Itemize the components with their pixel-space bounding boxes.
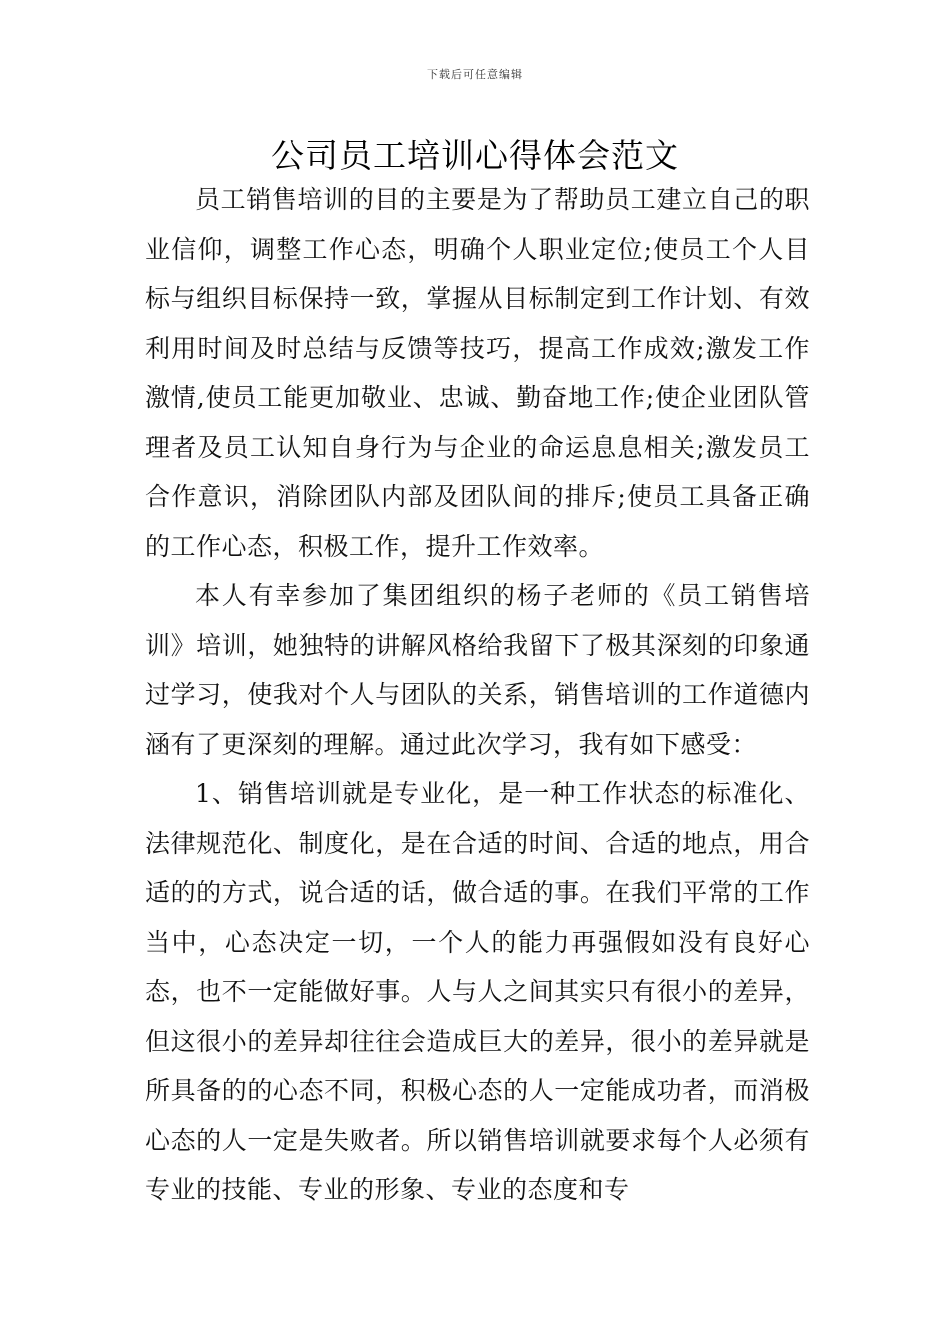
- document-title: 公司员工培训心得体会范文: [271, 136, 679, 175]
- document-body: [145, 175, 810, 1215]
- header-note: 下载后可任意编辑: [427, 68, 523, 81]
- paragraph-2: 本人有幸参加了集团组织的杨子老师的《员工销售培训》培训，她独特的讲解风格给我留下了极其深刻的印象通过学习，使我对个人与团队的关系，销售培训的工作道德内涵有了更深刻的理解。通过此次学习，我有如下感受：: [145, 581, 810, 759]
- paragraph-3: 1、销售培训就是专业化，是一种工作状态的标准化、法律规范化、制度化，是在合适的时间、合适的地点，用合适的的方式，说合适的话，做合适的事。在我们平常的工作当中，心态决定一切，一个人的能力再强假如没有良好心态，也不一定能做好事。人与人之间其实只有很小的差异，但这很小的差异却往往会造成巨大的差异，很小的差异就是所具备的的心态不同，积极心态的人一定能成功者，而消极心态的人一定是失败者。所以销售培训就要求每个人必须有专业的技能、专业的形象、专业的态度和专: [145, 779, 810, 1204]
- paragraph-1: 员工销售培训的目的主要是为了帮助员工建立自己的职业信仰，调整工作心态，明确个人职业定位;使员工个人目标与组织目标保持一致，掌握从目标制定到工作计划、有效利用时间及时总结与反馈等技巧，提高工作成效;激发工作激情,使员工能更加敬业、忠诚、勤奋地工作;使企业团队管理者及员工认知自身行为与企业的命运息息相关;激发员工合作意识，消除团队内部及团队间的排斥;使员工具备正确的工作心态，积极工作，提升工作效率。: [145, 185, 810, 561]
